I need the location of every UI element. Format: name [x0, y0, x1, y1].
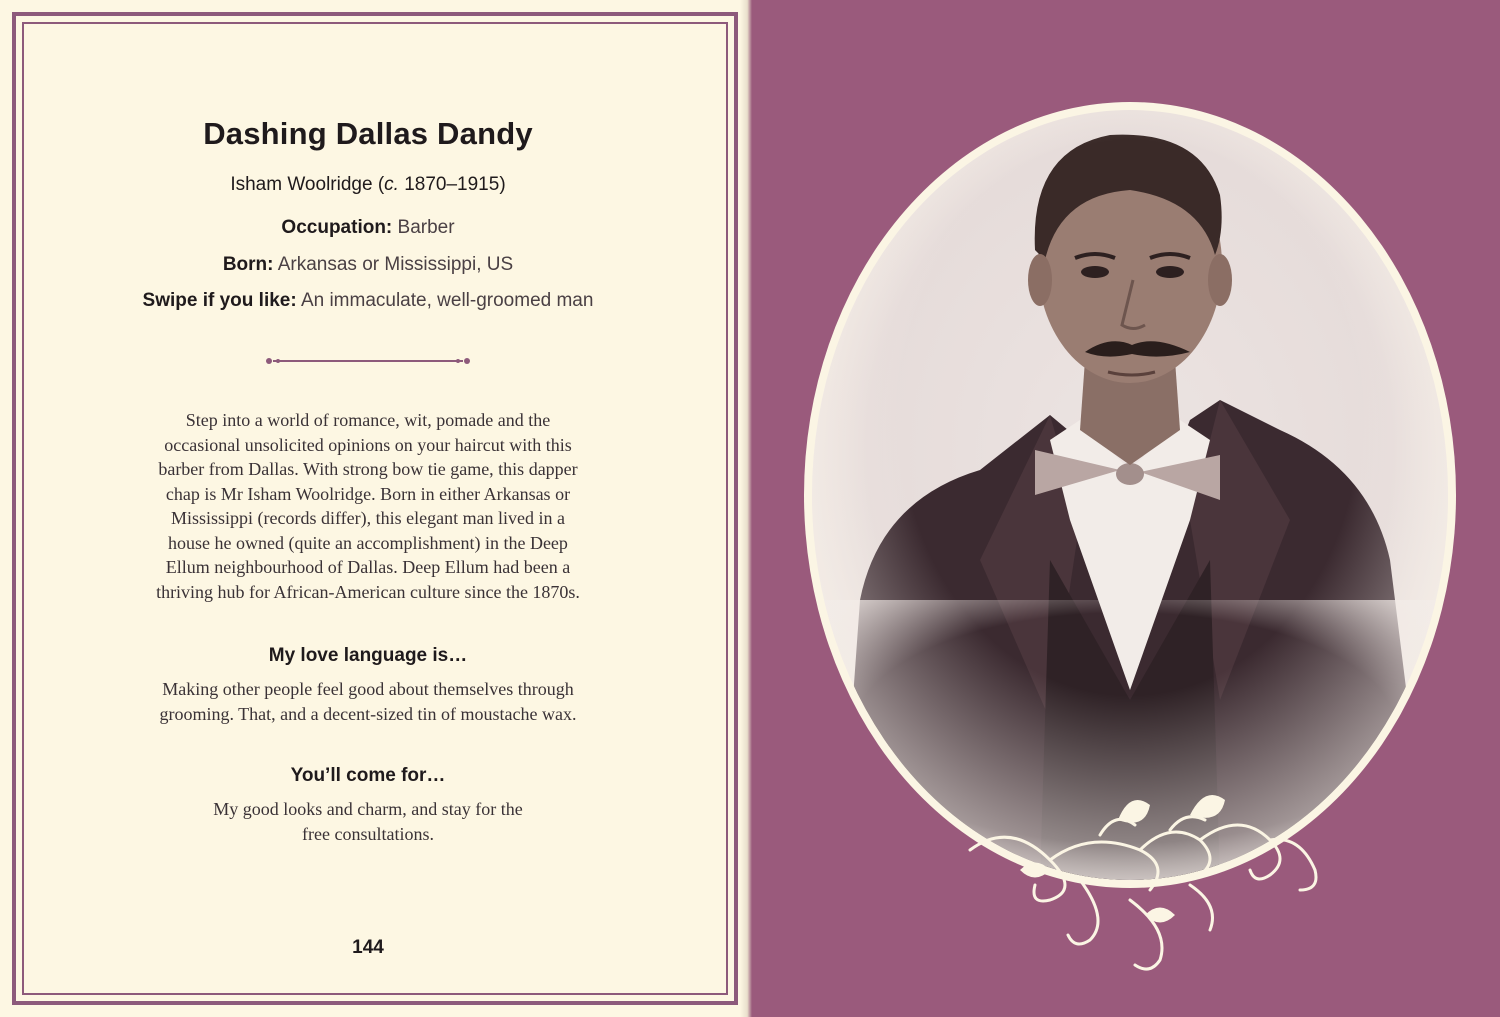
fact-value: Barber: [397, 217, 455, 238]
page-title: Dashing Dallas Dandy: [203, 116, 533, 151]
right-page: [750, 0, 1500, 1017]
ornamental-divider-icon: [265, 354, 471, 368]
come-for-heading: You’ll come for…: [290, 765, 446, 786]
fact-label: Swipe if you like:: [142, 290, 297, 311]
subject-name: [100, 174, 636, 196]
intro-paragraph: Step into a world of romance, wit, pomade and the occasional unsolicited opinions on your haircut with this barber from Dallas. With strong bow tie game, this dapper chap is Mr Isham Woolridge. Born in either Arkansas or Mississippi (records differ), this elegant man lived in a house he owned (quite an accomplishment) in the Deep Ellum neighbourhood of Dallas. Deep Ellum had been a thriving hub for African-American culture since the 1870s.: [156, 410, 580, 602]
book-gutter: [740, 0, 752, 1017]
subject-circa: c.: [384, 174, 399, 195]
page-number: 144: [352, 937, 384, 958]
fact-swipe: [80, 290, 656, 312]
fact-label: Occupation:: [281, 217, 393, 238]
fact-value: An immaculate, well-groomed man: [300, 290, 594, 311]
fact-born: [80, 254, 656, 276]
love-language-text: Making other people feel good about themselves through grooming. That, and a decent-sized tin of moustache wax.: [159, 679, 577, 724]
fact-value: Arkansas or Mississippi, US: [277, 254, 514, 275]
fact-occupation: [80, 217, 656, 239]
portrait-photo-icon: [750, 0, 1500, 1017]
subject-dates: 1870–1915): [398, 174, 506, 195]
page-content: [100, 0, 636, 1017]
fact-label: Born:: [222, 254, 274, 275]
come-for-text: My good looks and charm, and stay for the free consultations.: [213, 799, 523, 844]
subject-name-text: Isham Woolridge (: [230, 174, 385, 195]
love-language-heading: My love language is…: [268, 645, 468, 666]
